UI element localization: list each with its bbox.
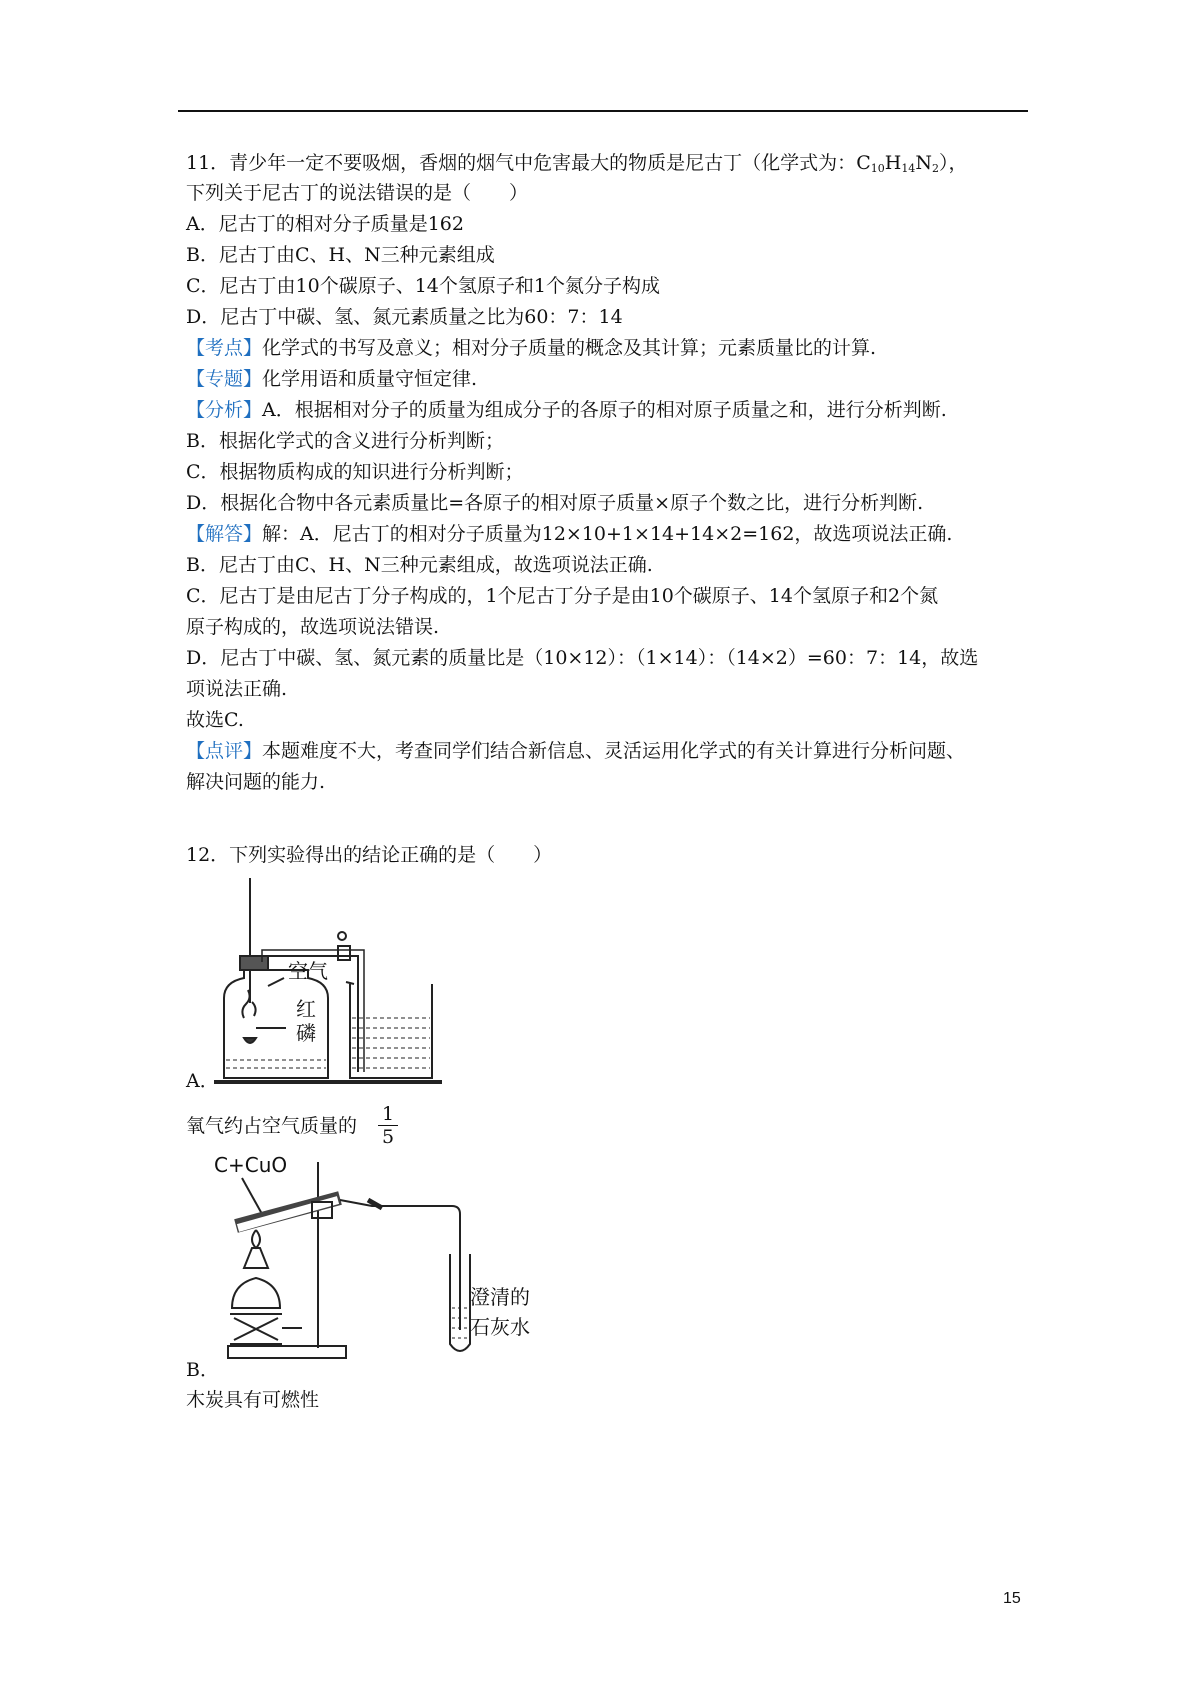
fenxi-line: 【分析】A．根据相对分子的质量为组成分子的各原子的相对原子质量之和，进行分析判断.	[186, 399, 947, 421]
jieda-d1: D．尼古丁中碳、氢、氮元素的质量比是（10×12）：（1×14）：（14×2）=60：7：14，故选	[186, 647, 979, 669]
label-air: 空气	[288, 959, 328, 983]
q11-option-a: A．尼古丁的相对分子质量是162	[186, 213, 464, 235]
label-limewater-1: 澄清的	[470, 1285, 530, 1309]
q11-option-b: B．尼古丁由C、H、N三种元素组成	[186, 244, 495, 266]
figure-b-apparatus	[212, 1148, 552, 1368]
dianping-line2: 解决问题的能力.	[186, 771, 326, 793]
fenxi-b: B．根据化学式的含义进行分析判断；	[186, 430, 504, 452]
label-limewater-2: 石灰水	[470, 1315, 530, 1339]
option-a-text: 氧气约占空气质量的	[186, 1115, 358, 1137]
zhuanti-line: 【专题】化学用语和质量守恒定律.	[186, 368, 478, 390]
option-b-text: 木炭具有可燃性	[186, 1389, 320, 1411]
jieda-d2: 项说法正确.	[186, 678, 288, 700]
answer-line: 故选C.	[186, 709, 244, 731]
option-a-label: A．	[186, 1070, 219, 1092]
jieda-line: 【解答】解：A．尼古丁的相对分子质量为12×10+1×14+14×2=162，故选项说法正确.	[186, 523, 953, 545]
jieda-c2: 原子构成的，故选项说法错误.	[186, 616, 440, 638]
dianping-line: 【点评】本题难度不大，考查同学们结合新信息、灵活运用化学式的有关计算进行分析问题、	[186, 740, 966, 762]
fraction-one-fifth: 1 5	[378, 1104, 398, 1147]
nicotine-formula: $C_{10}H_{14}N_2$	[856, 152, 939, 175]
label-phosphorus-2: 磷	[296, 1021, 316, 1045]
label-phosphorus-1: 红	[296, 997, 316, 1021]
page-number: 15	[1003, 1590, 1021, 1607]
kaodian-line: 【考点】化学式的书写及意义；相对分子质量的概念及其计算；元素质量比的计算.	[186, 337, 877, 359]
q11-stem-line2: 下列关于尼古丁的说法错误的是（ ）	[186, 182, 529, 204]
q11-option-c: C．尼古丁由10个碳原子、14个氢原子和1个氮分子构成	[186, 275, 660, 297]
label-reagent: C+CuO	[214, 1153, 288, 1177]
jieda-c1: C．尼古丁是由尼古丁分子构成的，1个尼古丁分子是由10个碳原子、14个氢原子和2个氮	[186, 585, 939, 607]
option-b-label: B．	[186, 1359, 219, 1381]
figure-a-apparatus	[210, 878, 450, 1088]
fenxi-c: C．根据物质构成的知识进行分析判断；	[186, 461, 524, 483]
q12-stem: 12．下列实验得出的结论正确的是（ ）	[186, 844, 553, 866]
q11-option-d: D．尼古丁中碳、氢、氮元素质量之比为60：7：14	[186, 306, 623, 328]
q11-stem-line1: 11．青少年一定不要吸烟，香烟的烟气中危害最大的物质是尼古丁（化学式为：$C_{10}H_{14}N_2$），	[186, 152, 968, 175]
header-rule	[178, 110, 1028, 112]
jieda-b: B．尼古丁由C、H、N三种元素组成，故选项说法正确.	[186, 554, 653, 576]
fenxi-d: D．根据化合物中各元素质量比=各原子的相对原子质量×原子个数之比，进行分析判断.	[186, 492, 924, 514]
